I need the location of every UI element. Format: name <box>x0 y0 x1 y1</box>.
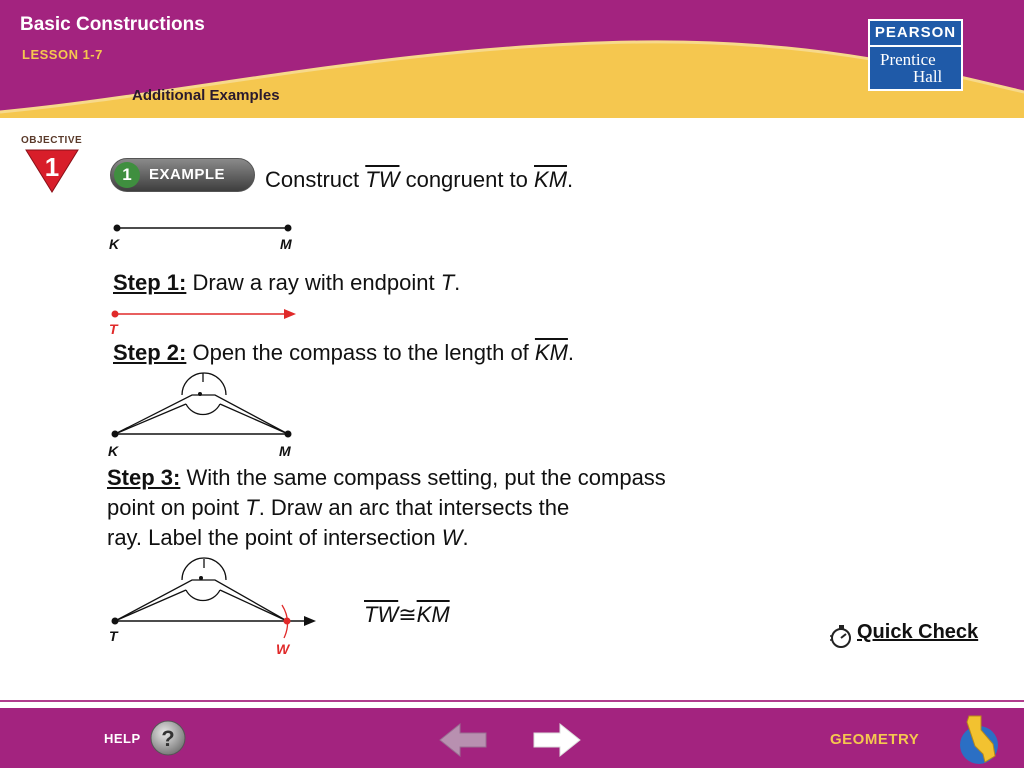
step-1-text: Draw a ray with endpoint <box>186 270 441 295</box>
step-2-segment: $\overline{KM}$ <box>534 340 568 365</box>
prompt-suffix: . <box>567 167 574 192</box>
compass-km-figure <box>108 373 292 459</box>
step-3-line-3 <box>107 523 469 553</box>
step-3-text-3b: W <box>441 525 463 550</box>
previous-arrow-button[interactable] <box>438 722 488 758</box>
footer-divider <box>0 700 1024 702</box>
segment-km: $\overline{KM}$ <box>534 167 568 192</box>
lesson-label: LESSON 1-7 <box>22 47 103 62</box>
step-2 <box>113 338 574 368</box>
compass-ray-figure <box>109 558 316 657</box>
step-3-text-3c: . <box>462 525 469 550</box>
help-label: HELP <box>104 731 141 746</box>
help-button[interactable] <box>149 719 187 757</box>
label-w: W <box>276 641 290 657</box>
objective-number: 1 <box>44 152 60 182</box>
segment-km-figure <box>109 225 292 253</box>
congruence-result <box>364 600 450 630</box>
prompt-middle: congruent to <box>399 167 535 192</box>
state-map-icon <box>955 712 1001 766</box>
label-k: K <box>109 236 120 252</box>
step-3-label: Step 3: <box>107 465 181 490</box>
step-2-label: Step 2: <box>113 340 187 365</box>
subject-label: GEOMETRY <box>830 731 920 748</box>
page-title: Basic Constructions <box>20 14 205 35</box>
stopwatch-icon[interactable] <box>829 624 853 650</box>
step-1-label: Step 1: <box>113 270 187 295</box>
segment-tw: $\overline{TW}$ <box>365 167 400 192</box>
step-3-text-2b: T <box>245 495 259 520</box>
logo-line-2: Prentice <box>880 50 936 69</box>
step-1-italic: T <box>440 270 455 295</box>
step-3-line-1 <box>107 463 666 493</box>
quick-check-link[interactable]: Quick Check <box>857 621 979 643</box>
step-2-text: Open the compass to the length of <box>186 340 535 365</box>
label-m: M <box>280 236 292 252</box>
label-t-2: T <box>109 628 118 644</box>
next-arrow-button[interactable] <box>532 722 582 758</box>
label-k-2: K <box>108 443 119 459</box>
section-label: Additional Examples <box>132 87 280 104</box>
step-1-end: . <box>454 270 461 295</box>
step-3-line-2 <box>107 493 569 523</box>
label-t: T <box>109 321 118 337</box>
step-3-text-2c: . Draw an arc that intersects the <box>258 495 570 520</box>
step-3-text-3a: ray. Label the point of intersection <box>107 525 442 550</box>
step-3-text-1: With the same compass setting, put the compass <box>180 465 666 490</box>
step-1 <box>113 268 460 298</box>
ray-t-figure <box>109 309 296 337</box>
logo-line-3: Hall <box>913 67 943 86</box>
result-left: $\overline{TW}$ <box>364 602 399 627</box>
step-3-text-2a: point on point <box>107 495 246 520</box>
logo-line-1: PEARSON <box>870 21 961 47</box>
congruent-symbol: ≅ <box>398 602 417 627</box>
objective-label: OBJECTIVE <box>21 135 83 146</box>
example-number: 1 <box>114 162 140 188</box>
example-label: EXAMPLE <box>149 166 226 183</box>
prompt-prefix: Construct <box>265 167 366 192</box>
help-question-icon: ? <box>161 726 175 751</box>
step-2-end: . <box>567 340 575 365</box>
label-m-2: M <box>279 443 291 459</box>
result-right: $\overline{KM}$ <box>416 602 450 627</box>
